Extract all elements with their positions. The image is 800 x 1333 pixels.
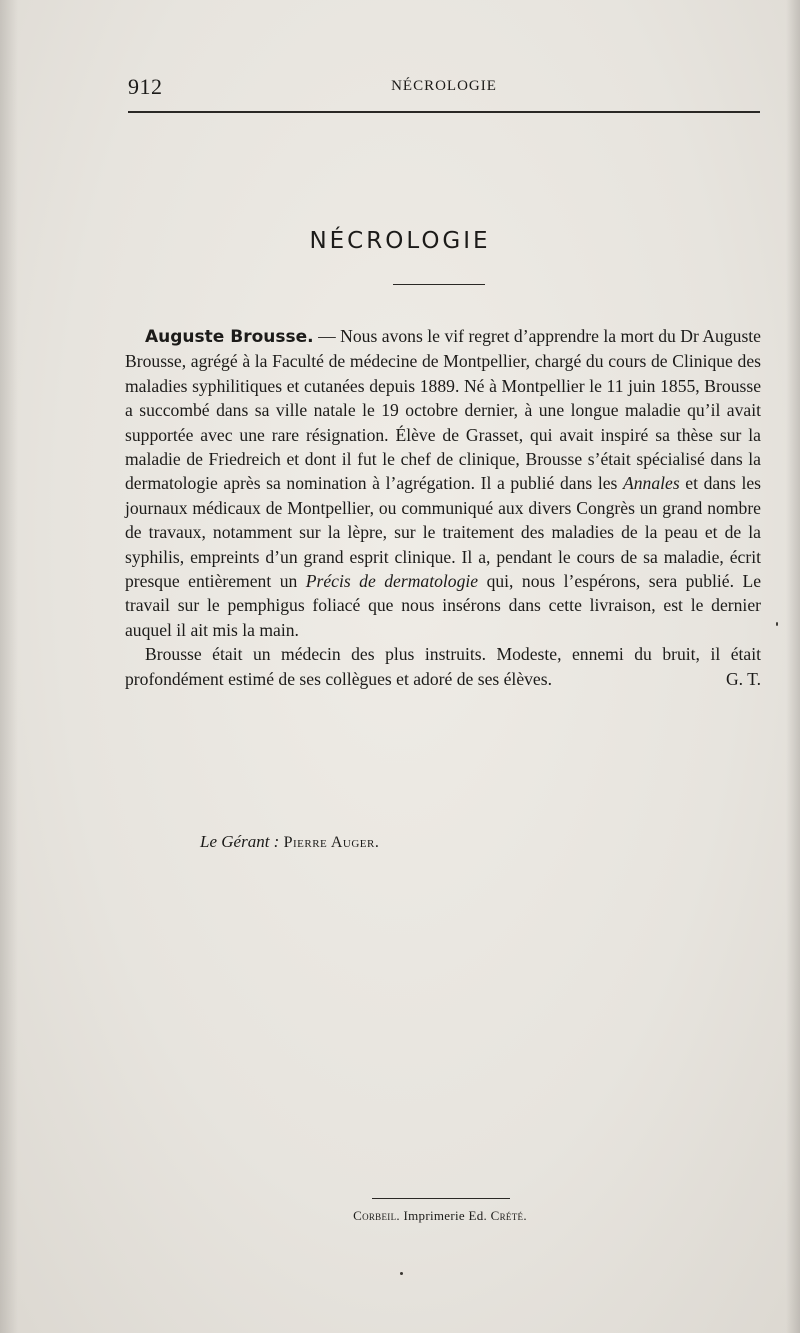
imprint-city: Corbeil. [353, 1208, 400, 1223]
printer-imprint [0, 1208, 800, 1224]
author-name: Auguste Brousse. [145, 327, 314, 347]
page-edge-shadow-left [0, 0, 18, 1333]
paragraph-1-text: — Nous avons le vif regret d’apprendre la mort du Dr Auguste Brousse, agrégé à la Faculté de médecine de Montpellier, chargé du cours de Clinique des maladies syphilitiques et cutanées depuis 1889. Né à Montpellier le 11 juin 1855, Brousse a succombé dans sa ville natale le 19 octobre dernier, à une longue maladie qu’il avait supportée avec une rare résignation. Élève de Grasset, qui avait inspiré sa thèse sur la maladie de Friedreich et dont il fut le chef de clinique, Brousse s’était spécialisé dans la dermatologie après sa nomination à l’agrégation. Il a publié dans les [125, 326, 761, 494]
paragraph-2 [125, 642, 761, 691]
ink-speck [776, 622, 778, 626]
obituary-text [125, 324, 761, 691]
title-rule [393, 284, 485, 285]
page-edge-shadow-right [786, 0, 800, 1333]
gerant-line [200, 832, 379, 852]
page-header [128, 74, 760, 98]
precis-title: Précis de dermatologie [305, 571, 479, 592]
running-head: NÉCROLOGIE [391, 78, 497, 94]
paragraph-1-text-3: qui, nous l’espérons, sera publié. Le travail sur le pemphigus foliacé que nous insérons dans cette livraison, est le dernier auquel il ait mis la main. [125, 571, 762, 640]
page-number: 912 [128, 74, 163, 99]
footer-rule [372, 1198, 510, 1199]
ink-speck [400, 1272, 403, 1275]
header-rule [128, 111, 760, 113]
gerant-label: Le Gérant : [200, 832, 280, 851]
signature-initials: G. T. [725, 668, 761, 689]
paragraph-2-text: Brousse était un médecin des plus instruits. Modeste, ennemi du bruit, il était profondément estimé de ses collègues et adoré de ses élèves. [125, 644, 761, 689]
imprint-printer: Crété. [490, 1208, 527, 1223]
annales-title: Annales [623, 473, 680, 494]
gerant-name: Pierre Auger. [283, 834, 380, 851]
section-title: NÉCROLOGIE [309, 228, 491, 254]
paragraph-1 [125, 324, 761, 642]
imprint-text: Imprimerie Ed. [399, 1208, 491, 1223]
paragraph-1-text-2: et dans les journaux médicaux de Montpellier, ou communiqué aux divers Congrès un grand nombre de travaux, notamment sur la lèpre, sur le traitement des maladies de la peau et de la syphilis, empreints d’un grand esprit clinique. Il a, pendant le cours de sa maladie, écrit presque entièrement un [125, 473, 762, 592]
